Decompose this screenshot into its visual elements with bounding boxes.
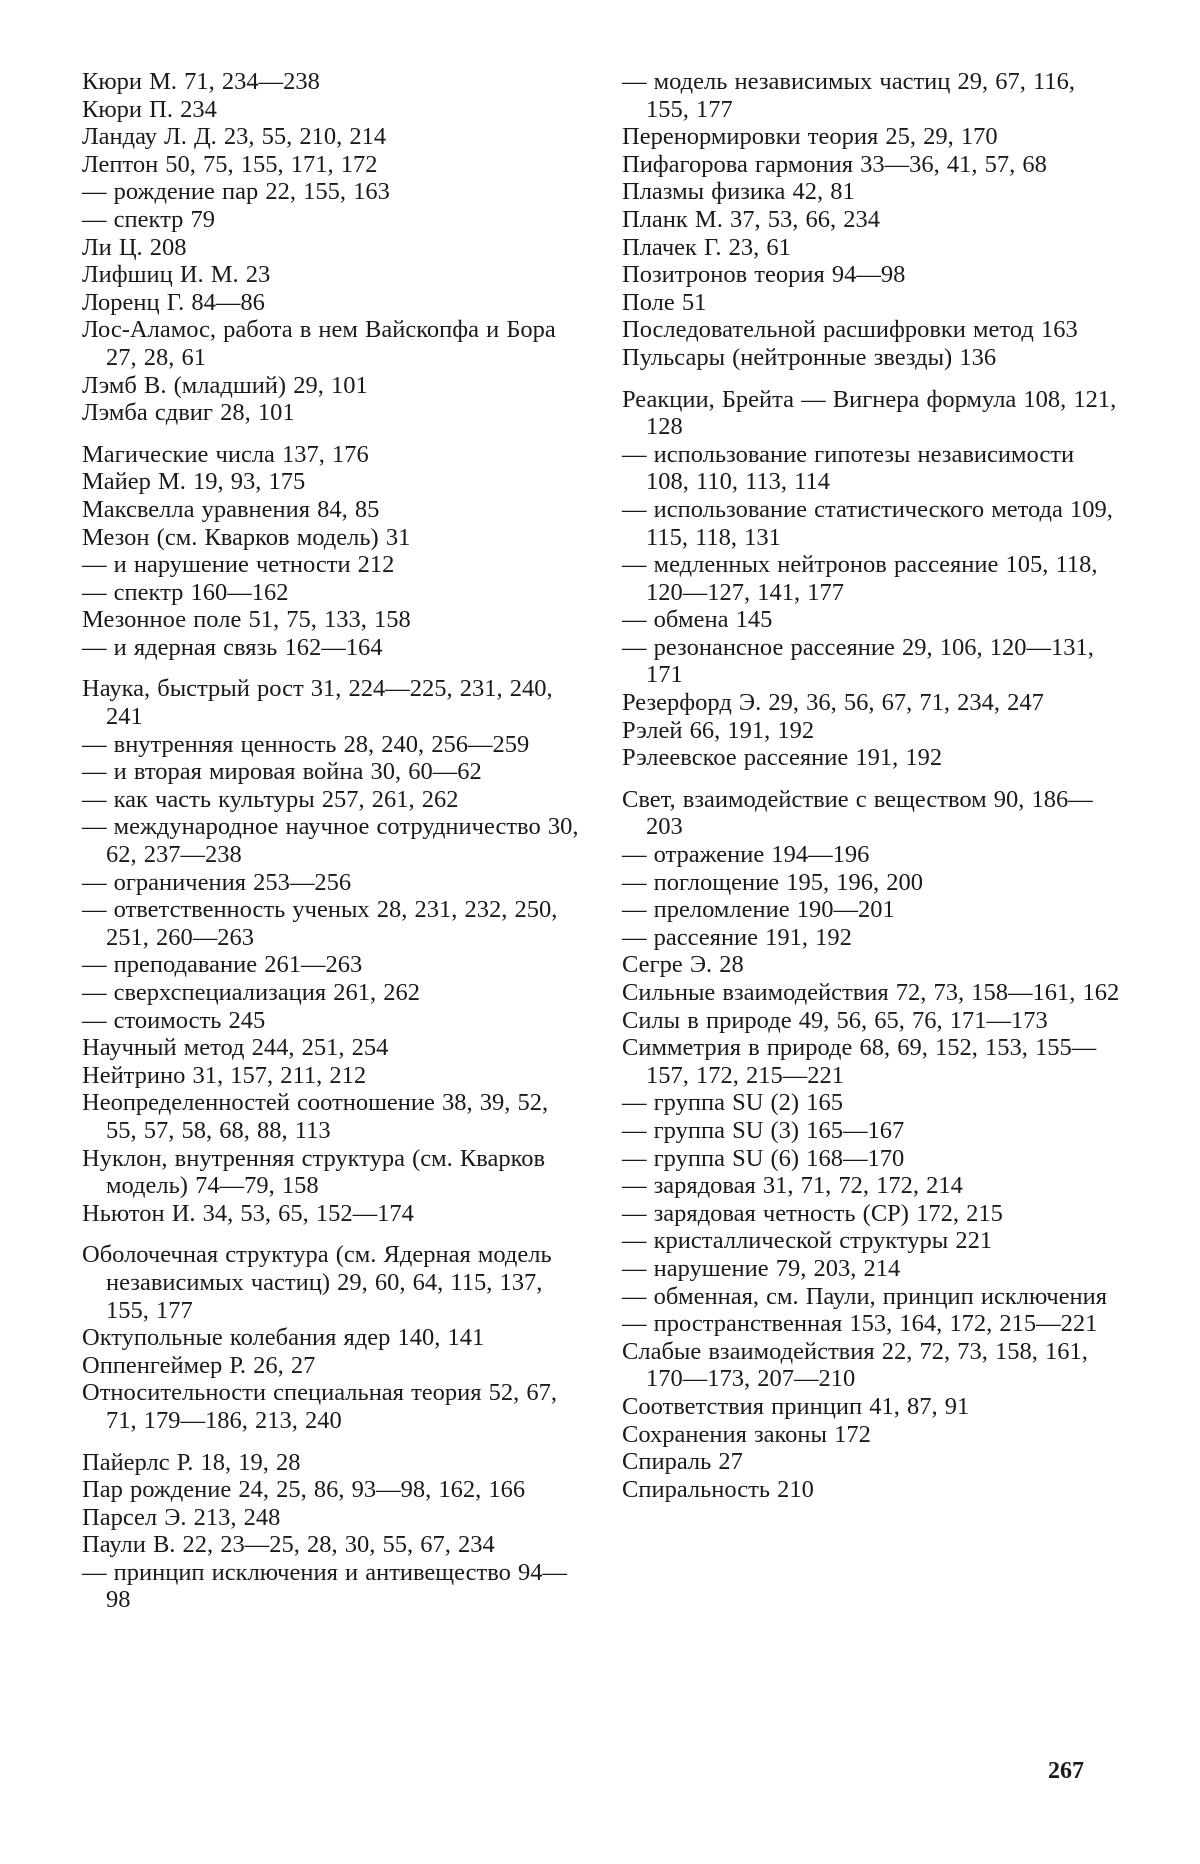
index-entry: Лоренц Г. 84—86 xyxy=(82,288,265,316)
index-entry: Оппенгеймер Р. 26, 27 xyxy=(82,1351,316,1379)
index-entry: — группа SU (3) 165—167 xyxy=(622,1116,905,1144)
index-entry: Резерфорд Э. 29, 36, 56, 67, 71, 234, 247 xyxy=(622,689,1044,717)
index-entry: Неопределенностей соотношение 38, 39, 52, 55, 57, 58, 68, 88, 113 xyxy=(82,1089,549,1144)
index-entry: Октупольные колебания ядер 140, 141 xyxy=(82,1324,485,1352)
index-entry: Паули В. 22, 23—25, 28, 30, 55, 67, 234 xyxy=(82,1531,495,1559)
index-entry: — зарядовая 31, 71, 72, 172, 214 xyxy=(622,1172,963,1200)
index-entry: Сохранения законы 172 xyxy=(622,1420,871,1448)
index-entry: Лифшиц И. М. 23 xyxy=(82,261,271,289)
index-entry: — рождение пар 22, 155, 163 xyxy=(82,178,390,206)
index-entry: Планк М. 37, 53, 66, 234 xyxy=(622,205,880,233)
index-entry: Соответствия принцип 41, 87, 91 xyxy=(622,1392,970,1420)
index-entry: — преломление 190—201 xyxy=(622,896,895,924)
index-entry: — отражение 194—196 xyxy=(622,841,870,869)
index-entry: Последовательной расшифровки метод 163 xyxy=(622,316,1078,344)
index-entry: Майер М. 19, 93, 175 xyxy=(82,468,306,496)
index-entry: — принцип исключения и антивещество 94—98 xyxy=(82,1558,568,1614)
index-group xyxy=(82,1449,580,1615)
index-entry: — и ядерная связь 162—164 xyxy=(82,633,383,661)
index-entry: Лэмб В. (младший) 29, 101 xyxy=(82,371,368,399)
index-entry: Мезон (см. Кварков модель) 31 xyxy=(82,523,411,551)
index-entry: — сверхспециализация 261, 262 xyxy=(82,979,421,1006)
index-entry: — нарушение 79, 203, 214 xyxy=(622,1254,901,1282)
index-group xyxy=(82,1241,580,1434)
index-entry: Плачек Г. 23, 61 xyxy=(622,233,791,261)
index-entry: — ответственность ученых 28, 231, 232, 250, 251, 260—263 xyxy=(82,896,558,951)
index-entry: — резонансное рассеяние 29, 106, 120—131, 171 xyxy=(622,633,1094,689)
index-entry: — обмена 145 xyxy=(622,606,773,634)
index-entry: Рэлеевское рассеяние 191, 192 xyxy=(622,744,943,772)
index-entry: Нуклон, внутренняя структура (см. Кварков модель) 74—79, 158 xyxy=(82,1144,546,1200)
index-entry: Ландау Л. Д. 23, 55, 210, 214 xyxy=(82,123,387,151)
index-entry: Лэмба сдвиг 28, 101 xyxy=(82,399,295,427)
index-entry: — и нарушение четности 212 xyxy=(82,551,395,579)
index-entry: — использование статистического метода 109, 115, 118, 131 xyxy=(622,495,1113,551)
index-entry: — спектр 160—162 xyxy=(82,578,289,606)
index-group xyxy=(82,675,580,1227)
right-column xyxy=(622,68,1120,1503)
index-group xyxy=(622,68,1120,372)
index-entry: Магические числа 137, 176 xyxy=(82,440,369,468)
index-entry: Поле 51 xyxy=(622,288,707,316)
index-entry: Пульсары (нейтронные звезды) 136 xyxy=(622,343,997,371)
index-entry: Ньютон И. 34, 53, 65, 152—174 xyxy=(82,1199,414,1227)
page-number: 267 xyxy=(1048,1758,1084,1784)
index-entry: Слабые взаимодействия 22, 72, 73, 158, 161, 170—173, 207—210 xyxy=(622,1337,1088,1393)
index-entry: — рассеяние 191, 192 xyxy=(622,923,852,951)
index-entry: Лос-Аламос, работа в нем Вайскопфа и Бора 27, 28, 61 xyxy=(82,316,556,371)
index-entry: Силы в природе 49, 56, 65, 76, 171—173 xyxy=(622,1006,1048,1034)
index-entry: — преподавание 261—263 xyxy=(82,951,363,979)
index-entry: Кюри М. 71, 234—238 xyxy=(82,68,320,95)
index-entry: Симметрия в природе 68, 69, 152, 153, 155—157, 172, 215—221 xyxy=(622,1034,1097,1089)
index-entry: Лептон 50, 75, 155, 171, 172 xyxy=(82,150,378,178)
index-entry: Ли Ц. 208 xyxy=(82,233,187,261)
index-entry: Пайерлс Р. 18, 19, 28 xyxy=(82,1448,301,1476)
index-entry: Оболочечная структура (см. Ядерная модель независимых частиц) 29, 60, 64, 115, 137, 155, 177 xyxy=(82,1241,552,1324)
index-entry: Мезонное поле 51, 75, 133, 158 xyxy=(82,606,411,634)
index-entry: — модель независимых частиц 29, 67, 116, 155, 177 xyxy=(622,68,1075,123)
index-entry: — поглощение 195, 196, 200 xyxy=(622,868,923,896)
index-entry: Научный метод 244, 251, 254 xyxy=(82,1034,389,1062)
index-entry: — группа SU (2) 165 xyxy=(622,1089,843,1117)
index-entry: — и вторая мировая война 30, 60—62 xyxy=(82,758,482,786)
index-entry: Наука, быстрый рост 31, 224—225, 231, 240, 241 xyxy=(82,675,553,731)
index-entry: Кюри П. 234 xyxy=(82,95,217,123)
index-entry: — зарядовая четность (CP) 172, 215 xyxy=(622,1199,1003,1227)
index-entry: Пар рождение 24, 25, 86, 93—98, 162, 166 xyxy=(82,1476,526,1504)
index-entry: — международное научное сотрудничество 30, 62, 237—238 xyxy=(82,813,579,869)
index-entry: — группа SU (6) 168—170 xyxy=(622,1144,905,1172)
index-entry: Свет, взаимодействие с веществом 90, 186—203 xyxy=(622,785,1093,841)
index-entry: — использование гипотезы независимости 108, 110, 113, 114 xyxy=(622,440,1075,496)
index-entry: Спиральность 210 xyxy=(622,1475,814,1503)
index-group xyxy=(622,786,1120,1503)
index-entry: — обменная, см. Паули, принцип исключения xyxy=(622,1282,1108,1310)
index-entry: Рэлей 66, 191, 192 xyxy=(622,716,815,744)
index-entry: Перенормировки теория 25, 29, 170 xyxy=(622,123,998,151)
index-entry: Нейтрино 31, 157, 211, 212 xyxy=(82,1061,367,1089)
index-entry: Парсел Э. 213, 248 xyxy=(82,1503,281,1531)
index-entry: — спектр 79 xyxy=(82,205,215,233)
index-entry: Максвелла уравнения 84, 85 xyxy=(82,495,380,523)
index-entry: — пространственная 153, 164, 172, 215—221 xyxy=(622,1310,1098,1338)
index-group xyxy=(82,68,580,427)
index-entry: Спираль 27 xyxy=(622,1448,743,1476)
index-entry: — ограничения 253—256 xyxy=(82,868,352,896)
index-entry: Позитронов теория 94—98 xyxy=(622,261,906,289)
index-entry: Относительности специальная теория 52, 67, 71, 179—186, 213, 240 xyxy=(82,1379,558,1434)
index-entry: Сильные взаимодействия 72, 73, 158—161, 162 xyxy=(622,979,1120,1006)
index-entry: Сегре Э. 28 xyxy=(622,951,744,979)
index-entry: Плазмы физика 42, 81 xyxy=(622,178,855,206)
index-entry: — как часть культуры 257, 261, 262 xyxy=(82,785,459,813)
index-entry: Реакции, Брейта — Вигнера формула 108, 121, 128 xyxy=(622,385,1117,441)
index-entry: — стоимость 245 xyxy=(82,1006,266,1034)
index-entry: — внутренняя ценность 28, 240, 256—259 xyxy=(82,730,530,758)
index-group xyxy=(622,386,1120,772)
index-entry: — кристаллической структуры 221 xyxy=(622,1227,993,1255)
index-entry: — медленных нейтронов рассеяние 105, 118, 120—127, 141, 177 xyxy=(622,551,1098,606)
index-entry: Пифагорова гармония 33—36, 41, 57, 68 xyxy=(622,150,1047,178)
index-group xyxy=(82,441,580,662)
left-column xyxy=(82,68,580,1614)
